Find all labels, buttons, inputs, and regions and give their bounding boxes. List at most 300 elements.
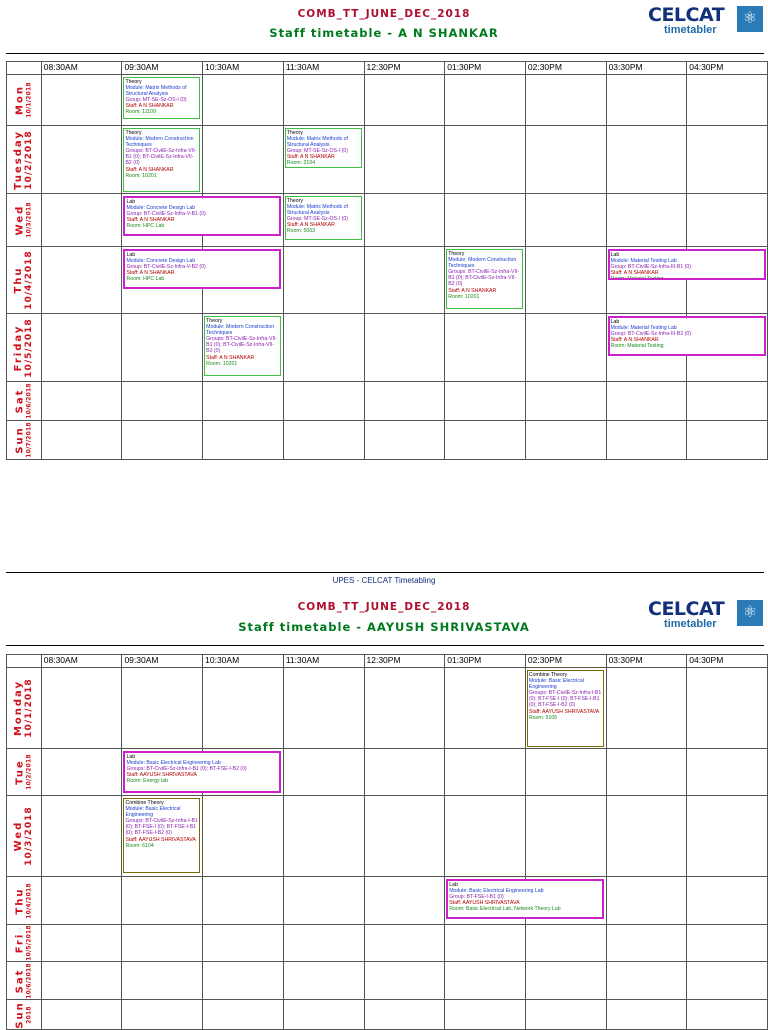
slot-cell [445, 421, 526, 460]
slot-cell [525, 421, 606, 460]
event-room: Room: Energy lab [126, 778, 168, 785]
slot-cell [364, 796, 445, 877]
event-staff: Staff: A N SHANKAR [448, 287, 497, 294]
slot-cell [525, 925, 606, 962]
event-staff: Staff: AAYUSH SHRIVASTAVA [126, 772, 197, 779]
slot-cell [445, 247, 526, 314]
slot-cell [606, 962, 687, 1000]
day-name: Thu [12, 266, 24, 294]
slot-cell [445, 749, 526, 796]
day-row [7, 796, 768, 877]
slot-cell [122, 75, 203, 126]
event-theory[interactable] [123, 128, 200, 192]
day-label-cell [7, 1000, 42, 1030]
slot-cell [525, 194, 606, 247]
day-label [15, 383, 32, 418]
day-name: Thu [14, 886, 26, 915]
slot-cell [606, 421, 687, 460]
slot-cell [122, 314, 203, 382]
event-module: Module: Concrete Design Lab [126, 205, 196, 212]
slot-cell [283, 1000, 364, 1030]
slot-cell [41, 421, 122, 460]
event-type: Theory [125, 130, 142, 136]
day-row [7, 962, 768, 1000]
day-row [7, 877, 768, 925]
day-date: 10/1/2018 [24, 82, 32, 118]
corner-cell [7, 655, 42, 668]
event-type: Lab [126, 199, 136, 205]
time-header: 03:30PM [606, 62, 687, 75]
event-module: Module: Matrix Methods of Structural Analysis [286, 136, 348, 149]
event-staff: Staff: A N SHANKAR [125, 103, 174, 110]
slot-cell [364, 962, 445, 1000]
slot-cell [41, 668, 122, 749]
event-group: Group: MT-SE-Sz-OS-I (0) [286, 148, 348, 155]
event-room: Room: 6104 [125, 842, 154, 849]
day-label-cell [7, 668, 42, 749]
slot-cell [283, 421, 364, 460]
event-module: Module: Modern Construction Techniques [448, 257, 517, 270]
slot-cell [122, 925, 203, 962]
day-name: Tue [14, 759, 26, 785]
day-row [7, 126, 768, 194]
day-label-cell [7, 962, 42, 1000]
slot-cell [122, 877, 203, 925]
slot-cell [445, 382, 526, 421]
slot-cell [203, 962, 284, 1000]
day-label-cell [7, 421, 42, 460]
slot-cell [606, 314, 691, 382]
event-theory[interactable] [123, 77, 200, 119]
event-group: Group: BT-CivilE-Sz-Infra-III-B2 (0) [610, 331, 691, 338]
event-type: Theory [286, 198, 303, 204]
logo-sub: timetabler [664, 24, 717, 36]
time-header: 11:30AM [283, 62, 364, 75]
day-date: 10/4/2018 [24, 882, 32, 919]
day-label-cell [7, 126, 42, 194]
day-label [14, 678, 34, 737]
event-room: Room: HPC Lab [126, 276, 165, 283]
slot-cell [122, 194, 206, 247]
slot-cell [525, 75, 606, 126]
divider [6, 645, 764, 646]
event-module: Module: Matrix Methods of Structural Analysis [125, 85, 187, 98]
slot-cell [122, 1000, 203, 1030]
slot-cell [283, 925, 364, 962]
slot-cell [687, 668, 768, 749]
slot-cell [525, 126, 606, 194]
day-date: 10/1/2018 [23, 678, 34, 738]
slot-cell [364, 247, 445, 314]
day-label [15, 1001, 32, 1028]
event-module: Module: Matrix Methods of Structural Analysis [286, 204, 348, 217]
slot-cell [606, 749, 687, 796]
event-staff: Staff: A N SHANKAR [126, 270, 175, 277]
slot-cell [122, 421, 203, 460]
day-label [14, 806, 34, 865]
slot-cell [525, 1000, 606, 1030]
event-module: Module: Basic Electrical Engineering Lab [126, 760, 221, 767]
time-header: 10:30AM [203, 655, 284, 668]
time-header: 01:30PM [445, 62, 526, 75]
day-row [7, 668, 768, 749]
slot-cell [283, 194, 364, 247]
celcat-mark-icon: ⚛ [737, 6, 763, 32]
day-label-cell [7, 194, 42, 247]
day-label-cell [7, 247, 42, 314]
event-type: Theory [286, 130, 303, 136]
day-row [7, 314, 768, 382]
event-type: Lab [126, 754, 136, 760]
time-header: 04:30PM [687, 655, 768, 668]
event-room: Room: HPC Lab [126, 223, 165, 230]
page-header-text: UPES - CELCAT Timetabling [332, 576, 436, 585]
day-label-cell [7, 925, 42, 962]
slot-cell [687, 877, 768, 925]
slot-cell [122, 668, 203, 749]
slot-cell [203, 1000, 284, 1030]
timetable-1-id: COMB_TT_JUNE_DEC_2018 [297, 8, 471, 20]
day-date: 2018 [24, 1005, 32, 1024]
slot-cell [41, 382, 122, 421]
slot-cell [41, 194, 122, 247]
time-header: 12:30PM [364, 62, 445, 75]
slot-cell [41, 75, 122, 126]
event-comb[interactable] [123, 798, 200, 873]
slot-cell [122, 749, 247, 796]
slot-cell [687, 421, 768, 460]
day-date: 10/5/2018 [24, 925, 32, 961]
event-group: Group: BT-FSE-I-B1 (0) [449, 894, 504, 901]
day-date: 10/6/2018 [24, 383, 32, 419]
event-lab[interactable] [123, 196, 281, 236]
slot-cell [203, 126, 284, 194]
event-comb[interactable] [527, 670, 604, 747]
event-room: Room: 5003 [286, 228, 316, 235]
day-name: Fri [14, 932, 26, 954]
event-staff: Staff: AAYUSH SHRIVASTAVA [125, 836, 196, 843]
event-group: Groups: BT-CivilE-Sz-Infra-VII-B1 (0); BT-CivilE-Sz-Infra-VII-B2 (0) [125, 148, 197, 167]
day-row [7, 925, 768, 962]
slot-cell [606, 796, 687, 877]
day-row [7, 247, 768, 314]
slot-cell [122, 796, 203, 877]
slot-cell [364, 421, 445, 460]
slot-cell [41, 796, 122, 877]
day-label [15, 202, 32, 237]
slot-cell [525, 668, 606, 749]
slot-cell [445, 925, 526, 962]
event-theory[interactable] [446, 249, 523, 309]
time-header: 09:30AM [122, 655, 203, 668]
slot-cell [445, 314, 526, 382]
day-name: Monday [12, 679, 24, 737]
slot-cell [203, 796, 284, 877]
event-room: Room: 10201 [206, 360, 238, 367]
slot-cell [445, 194, 526, 247]
event-room: Room: 11109 [125, 109, 156, 116]
time-header: 08:30AM [41, 655, 122, 668]
slot-cell [41, 126, 122, 194]
event-staff: Staff: A N SHANKAR [610, 337, 659, 344]
day-name: Wed [14, 204, 26, 236]
event-room: Room: Material Testing [610, 276, 664, 280]
slot-cell [41, 314, 122, 382]
event-lab[interactable] [123, 751, 281, 793]
day-name: Tuesday [12, 129, 24, 190]
slot-cell [41, 962, 122, 1000]
event-group: Groups: BT-CivilE-Sz-Infra-I-B1 (0); BT-FSE-I (0); BT-FSE-I-B1 (0); BT-FSE-I-B2 (0) [528, 690, 602, 709]
slot-cell [364, 75, 445, 126]
slot-cell [687, 75, 768, 126]
slot-cell [364, 314, 445, 382]
event-module: Module: Basic Electrical Engineering [125, 806, 181, 819]
event-staff: Staff: A N SHANKAR [125, 166, 174, 173]
logo-sub: timetabler [664, 618, 717, 630]
event-staff: Staff: AAYUSH SHRIVASTAVA [449, 900, 520, 907]
slot-cell [525, 749, 606, 796]
event-room: Room: 2104 [286, 160, 316, 167]
event-type: Lab [126, 252, 136, 258]
event-type: Theory [125, 79, 142, 85]
slot-cell [203, 668, 284, 749]
divider [6, 572, 764, 573]
day-date: 10/2/2018 [24, 754, 32, 790]
celcat-mark-icon: ⚛ [737, 600, 763, 626]
slot-cell [606, 925, 687, 962]
day-date: 10/2/2018 [23, 129, 34, 190]
event-group: Group: BT-CivilE-Sz-Infra-III-B1 (0) [610, 264, 691, 271]
day-label [15, 925, 32, 960]
slot-cell [122, 382, 203, 421]
event-staff: Staff: A N SHANKAR [610, 270, 659, 277]
slot-cell [283, 877, 364, 925]
slot-cell [364, 194, 445, 247]
event-room: Room: 5105 [528, 714, 558, 721]
slot-cell [122, 247, 206, 314]
slot-cell [364, 668, 445, 749]
day-name: Wed [12, 820, 24, 852]
event-theory[interactable] [285, 128, 362, 168]
day-name: Sat [14, 968, 26, 993]
day-label [15, 82, 32, 117]
event-staff: Staff: AAYUSH SHRIVASTAVA [528, 708, 600, 715]
event-group: Group: BT-CivilE-Sz-Infra-V-B1 (0) [126, 211, 206, 218]
timetable-2-staff-title: Staff timetable - AAYUSH SHRIVASTAVA [238, 620, 530, 634]
event-group: Group: MT-SE-Sz-OS-I (0) [286, 216, 348, 223]
slot-cell [364, 126, 445, 194]
event-room: Room: Basic Electrical Lab, Network Theory Lab [449, 906, 561, 913]
slot-cell [606, 668, 687, 749]
event-module: Module: Basic Electrical Engineering Lab [449, 888, 544, 895]
slot-cell [41, 925, 122, 962]
time-header: 09:30AM [122, 62, 203, 75]
event-group: Groups: BT-CivilE-Sz-Infra-VII-B1 (0); BT-CivilE-Sz-Infra-VII-B2 (0) [206, 336, 278, 355]
event-room: Room: 10201 [125, 172, 157, 179]
event-module: Module: Concrete Design Lab [126, 258, 196, 265]
logo-brand: CELCAT [648, 598, 725, 620]
slot-cell [283, 668, 364, 749]
time-header: 04:30PM [687, 62, 768, 75]
slot-cell [606, 247, 691, 314]
slot-cell [606, 75, 687, 126]
slot-cell [203, 877, 284, 925]
slot-cell [687, 194, 768, 247]
timetable-grid-1 [6, 61, 768, 460]
event-type: Combine Theory [528, 672, 568, 678]
event-theory[interactable] [285, 196, 362, 240]
event-type: Lab [449, 882, 458, 888]
event-lab[interactable] [446, 879, 604, 919]
time-header: 12:30PM [364, 655, 445, 668]
slot-cell [687, 796, 768, 877]
slot-cell [606, 382, 687, 421]
slot-cell [687, 126, 768, 194]
day-label [15, 963, 32, 998]
event-module: Module: Modern Construction Techniques [206, 324, 275, 337]
celcat-logo-1 [648, 4, 763, 38]
logo-brand: CELCAT [648, 4, 725, 26]
slot-cell [687, 962, 768, 1000]
event-group: Group: BT-CivilE-Sz-Infra-V-B2 (0) [126, 264, 206, 271]
slot-cell [41, 1000, 122, 1030]
slot-cell [283, 749, 364, 796]
day-row [7, 749, 768, 796]
slot-cell [283, 796, 364, 877]
slot-cell [687, 1000, 768, 1030]
day-label-cell [7, 877, 42, 925]
event-type: Lab [610, 252, 620, 258]
time-header: 11:30AM [283, 655, 364, 668]
day-date: 10/3/2018 [23, 806, 34, 866]
event-type: Combine Theory [125, 800, 164, 806]
day-row [7, 421, 768, 460]
slot-cell [364, 877, 445, 925]
divider [6, 53, 764, 54]
event-lab[interactable] [608, 316, 766, 356]
time-header: 03:30PM [606, 655, 687, 668]
slot-cell [687, 382, 768, 421]
slot-cell [606, 126, 687, 194]
slot-cell [203, 421, 284, 460]
slot-cell [445, 877, 561, 925]
slot-cell [203, 314, 284, 382]
event-room: Room: Material Testing [610, 343, 664, 350]
time-header: 08:30AM [41, 62, 122, 75]
day-label-cell [7, 382, 42, 421]
day-label-cell [7, 314, 42, 382]
event-room: Room: 10201 [448, 293, 480, 300]
celcat-logo-2 [648, 598, 763, 632]
day-date: 10/4/2018 [23, 250, 34, 310]
slot-cell [525, 382, 606, 421]
slot-cell [687, 749, 768, 796]
slot-cell [364, 925, 445, 962]
event-module: Module: Material Testing Lab [610, 258, 677, 265]
day-label-cell [7, 75, 42, 126]
event-group: Groups: BT-CivilE-Sz-Infra-VII-B1 (0); BT-CivilE-Sz-Infra-VII-B2 (0) [448, 269, 520, 288]
timetable-grid-2 [6, 654, 768, 1030]
slot-cell [283, 75, 364, 126]
day-name: Sun [14, 1000, 26, 1029]
slot-cell [525, 962, 606, 1000]
day-name: Mon [14, 85, 26, 115]
slot-cell [122, 962, 203, 1000]
corner-cell [7, 62, 42, 75]
slot-cell [203, 382, 284, 421]
slot-cell [364, 382, 445, 421]
slot-cell [283, 126, 364, 194]
slot-cell [283, 247, 364, 314]
slot-cell [41, 749, 122, 796]
slot-cell [687, 925, 768, 962]
slot-cell [203, 75, 284, 126]
event-group: Group: MT-SE-Sz-OS-I (0) [125, 97, 187, 104]
slot-cell [525, 796, 606, 877]
event-lab[interactable] [608, 249, 766, 280]
event-type: Lab [610, 319, 620, 325]
event-type: Theory [206, 318, 223, 324]
day-date: 10/3/2018 [24, 202, 32, 238]
day-row [7, 194, 768, 247]
day-label-cell [7, 749, 42, 796]
event-group: Groups: BT-CivilE-Sz-Infra-I-B1 (0); BT-FSE-I (0); BT-FSE-I-B1 (0); BT-FSE-I-B2 (0) [125, 818, 198, 837]
slot-cell [606, 877, 687, 925]
time-header: 01:30PM [445, 655, 526, 668]
event-lab[interactable] [123, 249, 281, 289]
slot-cell [445, 962, 526, 1000]
day-label [14, 318, 34, 377]
event-staff: Staff: A N SHANKAR [206, 354, 255, 361]
slot-cell [445, 75, 526, 126]
day-row [7, 382, 768, 421]
time-header: 10:30AM [203, 62, 284, 75]
event-module: Module: Basic Electrical Engineering [528, 678, 584, 691]
time-header: 02:30PM [525, 62, 606, 75]
slot-cell [283, 314, 364, 382]
timetable-2-id: COMB_TT_JUNE_DEC_2018 [297, 601, 471, 613]
day-name: Friday [12, 324, 24, 371]
event-theory[interactable] [204, 316, 281, 376]
day-label [15, 883, 32, 918]
event-staff: Staff: A N SHANKAR [286, 222, 335, 229]
day-label [14, 130, 34, 190]
slot-cell [606, 1000, 687, 1030]
event-module: Module: Modern Construction Techniques [125, 136, 194, 149]
day-date: 10/5/2018 [23, 317, 34, 378]
slot-cell [283, 962, 364, 1000]
slot-cell [445, 126, 526, 194]
slot-cell [525, 247, 606, 314]
event-type: Theory [448, 251, 465, 257]
event-module: Module: Material Testing Lab [610, 325, 677, 332]
event-group: Groups: BT-CivilE-Sz-Infra-I-B1 (0); BT-FSE-I-B2 (0) [126, 766, 247, 773]
day-label [15, 422, 32, 457]
day-date: 10/6/2018 [24, 962, 32, 999]
slot-cell [445, 796, 526, 877]
slot-cell [41, 877, 122, 925]
slot-cell [364, 749, 445, 796]
day-label [15, 754, 32, 789]
slot-cell [203, 925, 284, 962]
day-date: 10/7/2018 [24, 422, 32, 458]
slot-cell [445, 1000, 526, 1030]
day-name: Sat [14, 388, 26, 414]
slot-cell [364, 1000, 445, 1030]
day-row [7, 75, 768, 126]
slot-cell [41, 247, 122, 314]
day-name: Sun [14, 426, 26, 454]
